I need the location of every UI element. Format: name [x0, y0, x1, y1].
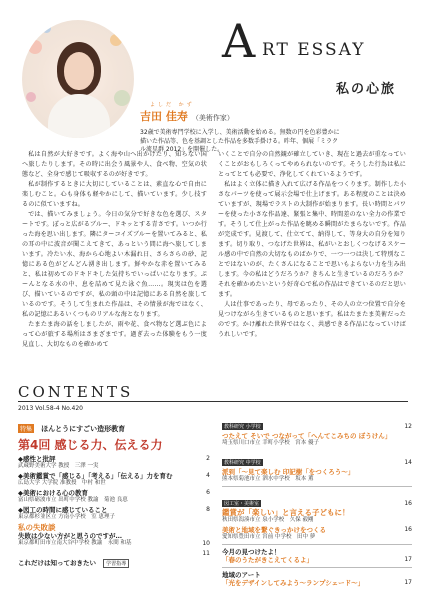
item-title: ◆美術における心の教育 [18, 489, 88, 497]
item-title: ◆図工の時間に感じていること [18, 506, 108, 514]
item-page: 6 [206, 489, 210, 496]
item-title: これだけは知っておきたい [18, 559, 96, 567]
item-title: 「春のうたがきこえてくるよ」 [222, 556, 313, 564]
essay-column-right [218, 150, 406, 340]
contents-item[interactable] [222, 571, 412, 587]
volume-info: 2013 Vol.58-4 No.420 [18, 405, 83, 412]
page-title: 私の心旅 [336, 82, 397, 97]
contents-item[interactable] [18, 455, 210, 470]
item-title: つたえて そいで つながって「へんてこみちの ぼうけん」 [222, 432, 392, 440]
item-author: 東京都杉並区立 方南小学校 室 恵理子 [18, 514, 115, 520]
item-tag: 地域のアート [222, 571, 261, 579]
item-title: 美術と地域を繋ぐきっかけをつくる [222, 526, 326, 534]
item-tag: 図工室・美術室 [224, 501, 260, 507]
contents-heading: CONTENTS [18, 383, 134, 401]
contents-item[interactable] [222, 413, 412, 447]
author-role: （美術作家） [191, 114, 234, 122]
item-tag: 教科研究 小学校 [224, 424, 261, 430]
contents-item-special[interactable] [18, 524, 210, 547]
essay-paragraph: 私はよく立体に描き入れて広げる作品をつくります。制作した小さなパーツを使って展示会場で仕上げます。ある程度のことは決めていますが、現場でラストの大制作が始まります。長い時間とパワーを使った小さな作品達、緊張と集中、時間差のない全力の作業です。そうして仕上がった作品を眺める瞬間がたまらないです。作品が完成です。見渡して、仕立てて、納得して、等身大の自分を知ります。切り取り、つなげた世界は、私がいとおしくつなげるスケール感の中で自然の大切なものばかりで、一つ一つは決して特別なことではないのが、たくさんになることで思いもよらない力を生み出します。今の私はどうだろうか？きちんと生きているのだろうか？それを確かめたいという好奇心で私の作品はできているのだと思います。 [218, 181, 406, 298]
item-title: ◆感性と批評 [18, 455, 56, 463]
essay-paragraph: 私は自然が大好きです。よく海や山へ出かけたり、知らない国へ旅したりします。その時に出会う風景や人、食べ物、空気の状態など、全身で感じて吸収するのが好きです。 [22, 151, 207, 178]
essay-paragraph: いくことで自分の自然観が確立していき、現在と過去が重なっていくことがおもしろくってやめられないのです。そうした行為は私にとってとても必要で、浄化してくれているようです。 [218, 151, 406, 178]
item-author: 秋田県潟湊市立 泉小学校 久保 毅剛 [222, 517, 314, 523]
item-author: 広島大学 大学院 准教授 中村 和世 [18, 480, 106, 486]
author-name: 吉田 佳寿 [140, 110, 188, 123]
feature-header [18, 416, 210, 435]
author-ruby: よしだ かず [150, 102, 195, 108]
item-page: 10 [202, 540, 210, 547]
feature-label: ほんとうにすごい造形教育 [41, 425, 126, 433]
divider [222, 486, 412, 487]
item-page: 16 [404, 526, 412, 533]
contents-column-right [222, 413, 412, 589]
contents-item[interactable] [222, 548, 412, 564]
art-essay-rest: RT ESSAY [262, 40, 366, 60]
special-title: 私の失敗談 [18, 523, 56, 532]
item-page: 14 [404, 459, 412, 466]
item-page: 4 [206, 472, 210, 479]
author-photo [22, 20, 134, 138]
item-author: 埼玉県川口市立 幸町小学校 宮本 優子 [222, 440, 319, 446]
feature-tag: 特集 [20, 426, 33, 433]
item-title: 「光をデザインしてみよう〜ランプシェード〜」 [222, 579, 365, 587]
item-author: 熊本県菊池市立 泗水中学校 坂本 薫 [222, 476, 314, 482]
essay-column-left [22, 150, 207, 350]
item-author: 東京都町田市立南大谷中学校 教諭 永間 和基 [18, 540, 132, 546]
essay-paragraph: 私が制作するときに大切にしていることは、素直な心で自由に楽しむこと。心も身体も軽やかにして、描いています。少し技するのに似ていますね。 [22, 181, 207, 208]
divider [222, 567, 412, 568]
essay-paragraph: たまたま海の話をしましたが、雨や花、食べ物など選ぶ色によって心が旅する場所はさまざまです。過ぎ去った体験をもう一度見直し、大切なものを確かめて [22, 321, 207, 348]
contents-item[interactable] [222, 449, 412, 483]
item-title: 鑑賞が「楽しい」と言える子どもに！ [222, 508, 350, 517]
author-info [140, 102, 410, 155]
contents-item[interactable] [18, 550, 210, 569]
contents-item[interactable] [18, 489, 210, 504]
essay-paragraph: 人は仕事であったり、母であったり、その人の立つ位置で自分を見つけながら生きているものと思います。私はたまたま美術だったのです。かけ離れた世界ではなく、共感できる作品になっていけばうれしいです。 [218, 301, 406, 338]
item-tag: 教科研究 中学校 [224, 460, 261, 466]
item-page: 16 [404, 500, 412, 507]
item-page: 2 [206, 455, 210, 462]
item-author: 愛知県豊田市立 宮前 中学校 田中 夢 [222, 534, 316, 540]
item-page: 12 [404, 423, 412, 430]
contents-item[interactable] [222, 526, 412, 541]
item-page: 17 [404, 579, 412, 586]
item-author: 富山県砺波市立 出町中学校 教諭 菊池 良恵 [18, 497, 128, 503]
item-title: ◆美術鑑賞で「感じる」「考える」「伝える」力を育む [18, 472, 173, 480]
item-tag: 学習指導 [103, 559, 129, 568]
item-page: 8 [206, 506, 210, 513]
contents-column-left [18, 416, 210, 571]
item-author: 武蔵野美術大学 教授 三澤 一実 [18, 463, 99, 469]
item-page: 17 [404, 556, 412, 563]
contents-item[interactable] [18, 472, 210, 487]
author-bio: 32歳で美術専門学校に入学し、美術活動を始める。無数の円を色彩豊かに描いた作品等、色を基調とした作品を多数手掛ける。昨年、個展「ミラクル流星群 2012」を開催した。 [140, 129, 340, 153]
special-desc: 失敗は少ない方がと思うのですが… [18, 532, 122, 540]
contents-divider [18, 401, 408, 402]
contents-item[interactable] [222, 490, 412, 524]
item-page: 11 [202, 550, 210, 557]
feature-title[interactable]: 第4回 感じる力、伝える力 [18, 438, 163, 452]
essay-paragraph: では、描いてみましょう。今日の気分で好きな色を選び、スタートです。ぽっと広がるブルー、ドキッとする青さです。いつか行った海を思い出します。隣にターコイズブルーを置いてみると、私の耳の中に波音が聞こえてきて、あっという間に海へ旅してしまいます。冷たい水、海から心地よい木漏れ日、さらさらの砂、記憶にある色がどんどん湧き出します。鮮やかな赤を置いてみると、私は初めてのドキドキした気持ちでいっぱいになります。ぷーんとなる水の中、息を詰めて見た泳ぐ魚……。現実は色を選び、描いているのですが、私の頭の中は記憶にある自然を旅しているのです。そうして生まれた作品は、その情景が海ではなく、私の記憶にあるいくつものリアルな海となります。 [22, 211, 207, 318]
divider [222, 544, 412, 545]
contents-item[interactable] [18, 506, 210, 521]
art-essay-initial: A [222, 14, 256, 68]
art-essay-logo [222, 14, 412, 68]
item-title: 派到「〜見て楽しむ 印記樹「をつくろう〜」 [222, 468, 355, 476]
item-tag: 今月の見つけたよ！ [222, 548, 281, 556]
